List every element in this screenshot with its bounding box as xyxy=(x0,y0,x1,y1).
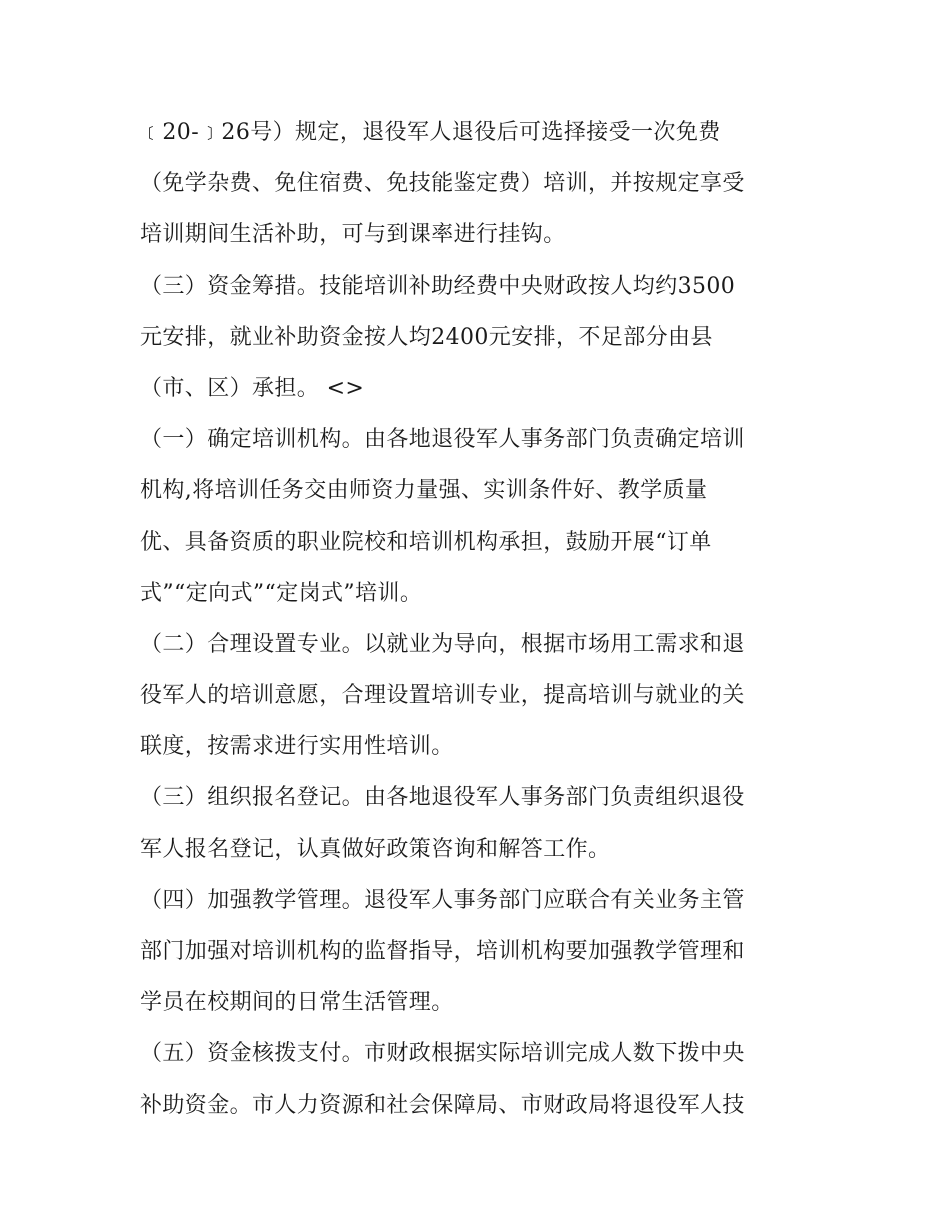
text-line: 式”“定向式”“定岗式”培训。 xyxy=(140,580,423,606)
text-line: 部门加强对培训机构的监督指导，培训机构要加强教学管理和 xyxy=(140,939,745,964)
text-line: 元安排，就业补助资金按人均2400元安排，不足部分由县 xyxy=(140,324,713,350)
text-line: （市、区）承担。 <> xyxy=(140,375,365,401)
text-line: 军人报名登记，认真做好政策咨询和解答工作。 xyxy=(140,836,611,862)
text-line: 优、具备资质的职业院校和培训机构承担，鼓励开展“订单 xyxy=(140,529,712,555)
text-line: （五）资金核拨支付。市财政根据实际培训完成人数下拨中央 xyxy=(140,1041,745,1067)
text-line: （三）组织报名登记。由各地退役军人事务部门负责组织退役 xyxy=(140,785,745,811)
text-line: 学员在校期间的日常生活管理。 xyxy=(140,990,454,1016)
text-line: ﹝20-﹞26号）规定，退役军人退役后可选择接受一次免费 xyxy=(140,120,721,145)
text-line: 机构,将培训任务交由师资力量强、实训条件好、教学质量 xyxy=(140,478,708,504)
text-line: 补助资金。市人力资源和社会保障局、市财政局将退役军人技 xyxy=(140,1092,745,1118)
text-line: （四）加强教学管理。退役军人事务部门应联合有关业务主管 xyxy=(140,887,745,913)
text-line: 联度，按需求进行实用性培训。 xyxy=(140,734,454,760)
text-line: 役军人的培训意愿，合理设置培训专业，提高培训与就业的关 xyxy=(140,683,745,709)
text-line: （免学杂费、免住宿费、免技能鉴定费）培训，并按规定享受 xyxy=(140,171,745,197)
text-line: 培训期间生活补助，可与到课率进行挂钩。 xyxy=(140,222,566,248)
text-line: （三）资金筹措。技能培训补助经费中央财政按人均约3500 xyxy=(140,273,736,299)
text-line: （一）确定培训机构。由各地退役军人事务部门负责确定培训 xyxy=(140,427,745,453)
text-line: （二）合理设置专业。以就业为导向，根据市场用工需求和退 xyxy=(140,631,745,657)
body-text xyxy=(140,107,830,1131)
